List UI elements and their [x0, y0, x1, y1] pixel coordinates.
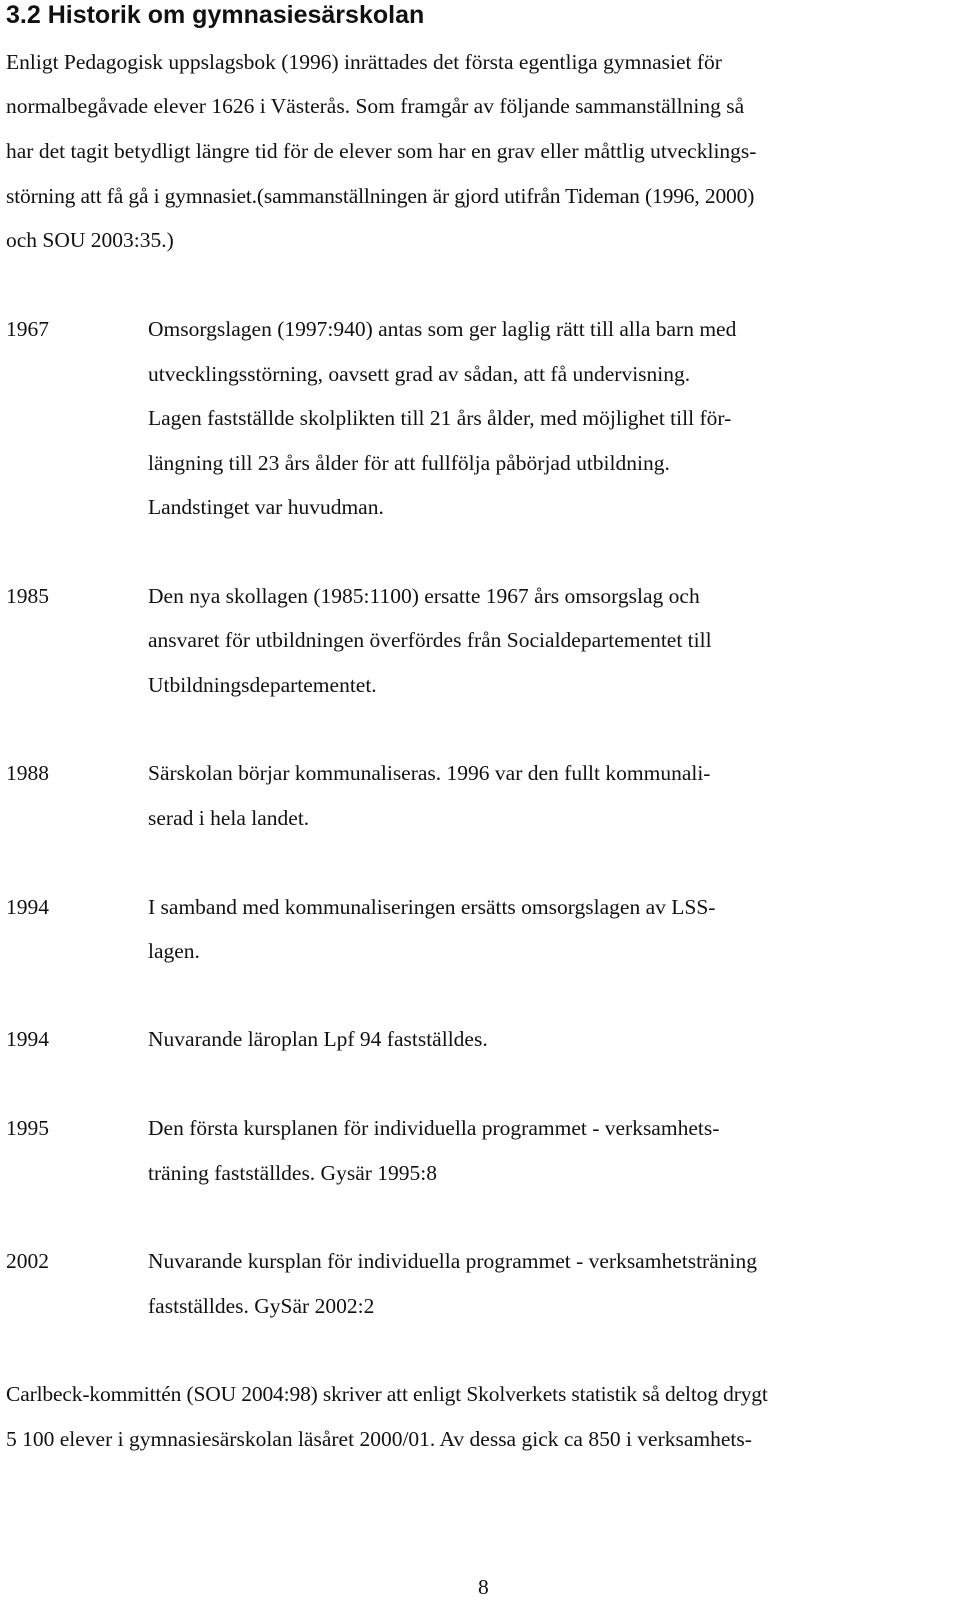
- timeline-year-2002: 2002: [6, 1249, 49, 1273]
- closing-line-1: Carlbeck-kommittén (SOU 2004:98) skriver att enligt Skolverkets statistik så deltog drygt: [6, 1382, 768, 1406]
- timeline-year-1988: 1988: [6, 761, 49, 785]
- timeline-1995-line-1: Den första kursplanen för individuella programmet - verksamhets-: [148, 1116, 720, 1140]
- timeline-1985-line-2: ansvaret för utbildningen överfördes från Socialdepartementet till: [148, 628, 712, 652]
- timeline-1967-line-3: Lagen fastställde skolplikten till 21 års ålder, med möjlighet till för-: [148, 406, 732, 430]
- timeline-1985-line-3: Utbildningsdepartementet.: [148, 673, 377, 697]
- intro-line-1: Enligt Pedagogisk uppslagsbok (1996) inrättades det första egentliga gymnasiet för: [6, 50, 722, 74]
- page-number: 8: [478, 1575, 489, 1599]
- timeline-1967-line-4: längning till 23 års ålder för att fullfölja påbörjad utbildning.: [148, 451, 670, 475]
- timeline-year-1985: 1985: [6, 584, 49, 608]
- timeline-year-1994-lss: 1994: [6, 895, 49, 919]
- closing-line-2: 5 100 elever i gymnasiesärskolan läsåret 2000/01. Av dessa gick ca 850 i verksamhets-: [6, 1427, 752, 1451]
- intro-line-2: normalbegåvade elever 1626 i Västerås. Som framgår av följande sammanställning så: [6, 94, 745, 118]
- timeline-1988-line-2: serad i hela landet.: [148, 806, 310, 830]
- timeline-1994-lss-line-2: lagen.: [148, 939, 200, 963]
- timeline-1988-line-1: Särskolan börjar kommunaliseras. 1996 var den fullt kommunali-: [148, 761, 711, 785]
- timeline-1967-line-5: Landstinget var huvudman.: [148, 495, 384, 519]
- timeline-year-1994-lpf: 1994: [6, 1027, 49, 1051]
- timeline-2002-line-1: Nuvarande kursplan för individuella programmet - verksamhetsträning: [148, 1249, 757, 1273]
- timeline-1994-lss-line-1: I samband med kommunaliseringen ersätts omsorgslagen av LSS-: [148, 895, 716, 919]
- intro-line-4: störning att få gå i gymnasiet.(sammanställningen är gjord utifrån Tideman (1996, 2000): [6, 184, 755, 208]
- intro-line-5: och SOU 2003:35.): [6, 228, 174, 252]
- timeline-2002-line-2: fastställdes. GySär 2002:2: [148, 1294, 375, 1318]
- timeline-1985-line-1: Den nya skollagen (1985:1100) ersatte 1967 års omsorgslag och: [148, 584, 700, 608]
- timeline-year-1967: 1967: [6, 317, 49, 341]
- section-heading: 3.2 Historik om gymnasiesärskolan: [6, 1, 425, 29]
- intro-line-3: har det tagit betydligt längre tid för de elever som har en grav eller måttlig utvecklings-: [6, 139, 757, 163]
- timeline-year-1995: 1995: [6, 1116, 49, 1140]
- timeline-1967-line-1: Omsorgslagen (1997:940) antas som ger laglig rätt till alla barn med: [148, 317, 737, 341]
- timeline-1967-line-2: utvecklingsstörning, oavsett grad av sådan, att få undervisning.: [148, 362, 691, 386]
- timeline-1994-lpf-line-1: Nuvarande läroplan Lpf 94 fastställdes.: [148, 1027, 488, 1051]
- timeline-1995-line-2: träning fastställdes. Gysär 1995:8: [148, 1161, 438, 1185]
